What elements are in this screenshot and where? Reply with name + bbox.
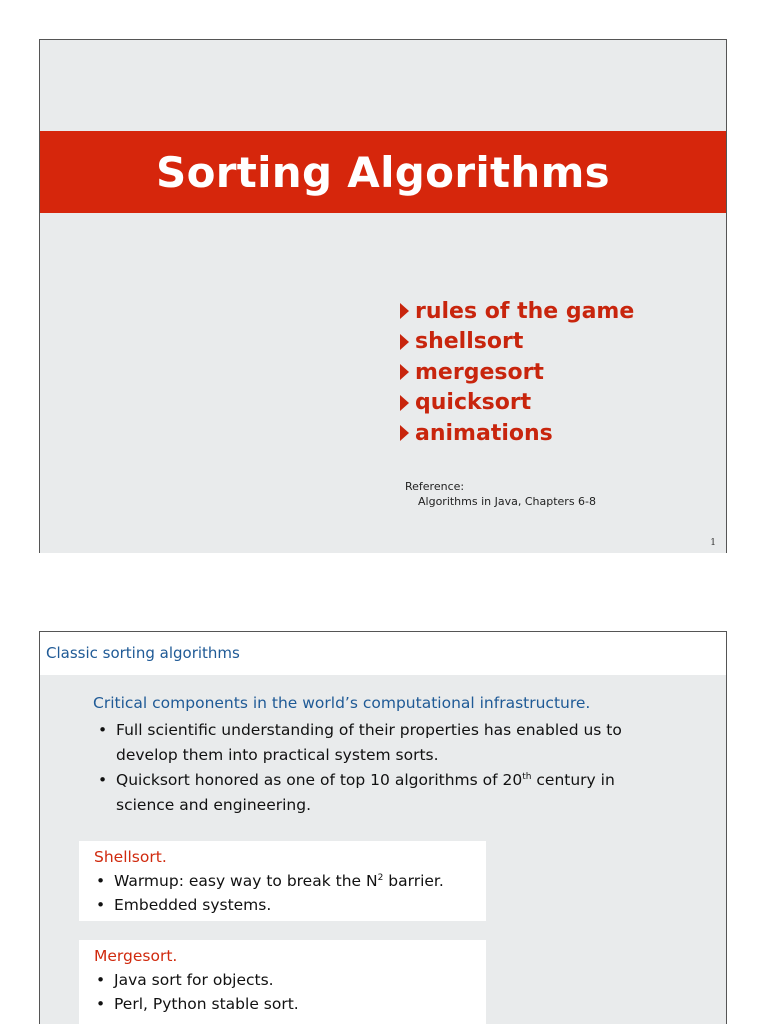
- triangle-bullet-icon: [400, 364, 409, 380]
- box-item: • Java sort for objects.: [94, 968, 486, 992]
- bullet-list: [96, 718, 656, 818]
- slide-title: Sorting Algorithms: [156, 147, 610, 197]
- box-list: [94, 968, 486, 1016]
- reference-note: [405, 479, 596, 509]
- agenda-list: [400, 296, 634, 449]
- triangle-bullet-icon: [400, 395, 409, 411]
- triangle-bullet-icon: [400, 303, 409, 319]
- agenda-item: mergesort: [400, 357, 634, 388]
- slide-number: 1: [710, 538, 716, 548]
- slide-2: [39, 631, 727, 1024]
- agenda-item: animations: [400, 418, 634, 449]
- reference-text: Algorithms in Java, Chapters 6-8: [418, 495, 597, 508]
- slide-1: [39, 39, 727, 553]
- box-title: Mergesort.: [94, 947, 178, 965]
- reference-label: Reference:: [405, 480, 465, 493]
- mergesort-box: [79, 940, 486, 1024]
- triangle-bullet-icon: [400, 334, 409, 350]
- agenda-item: quicksort: [400, 388, 634, 419]
- intro-text: Critical components in the world’s computational infrastructure.: [93, 694, 591, 712]
- slide-title: Classic sorting algorithms: [46, 644, 240, 662]
- superscript: 2: [377, 872, 384, 883]
- box-item: • Embedded systems.: [94, 893, 486, 917]
- title-bar: [40, 131, 726, 213]
- box-title: Shellsort.: [94, 848, 167, 866]
- box-item: • Perl, Python stable sort.: [94, 992, 486, 1016]
- slide-header: [40, 632, 726, 675]
- agenda-item: shellsort: [400, 327, 634, 358]
- box-item: • Warmup: easy way to break the $N^2$ barrier.: [94, 869, 486, 893]
- shellsort-box: [79, 841, 486, 921]
- superscript: th: [522, 771, 532, 782]
- box-list: [94, 869, 486, 917]
- bullet-item: • Quicksort honored as one of top 10 algorithms of 20th century in science and engineering.: [96, 768, 656, 818]
- agenda-item: rules of the game: [400, 296, 634, 327]
- triangle-bullet-icon: [400, 425, 409, 441]
- bullet-item: • Full scientific understanding of their properties has enabled us to develop them into practical system sorts.: [96, 718, 656, 768]
